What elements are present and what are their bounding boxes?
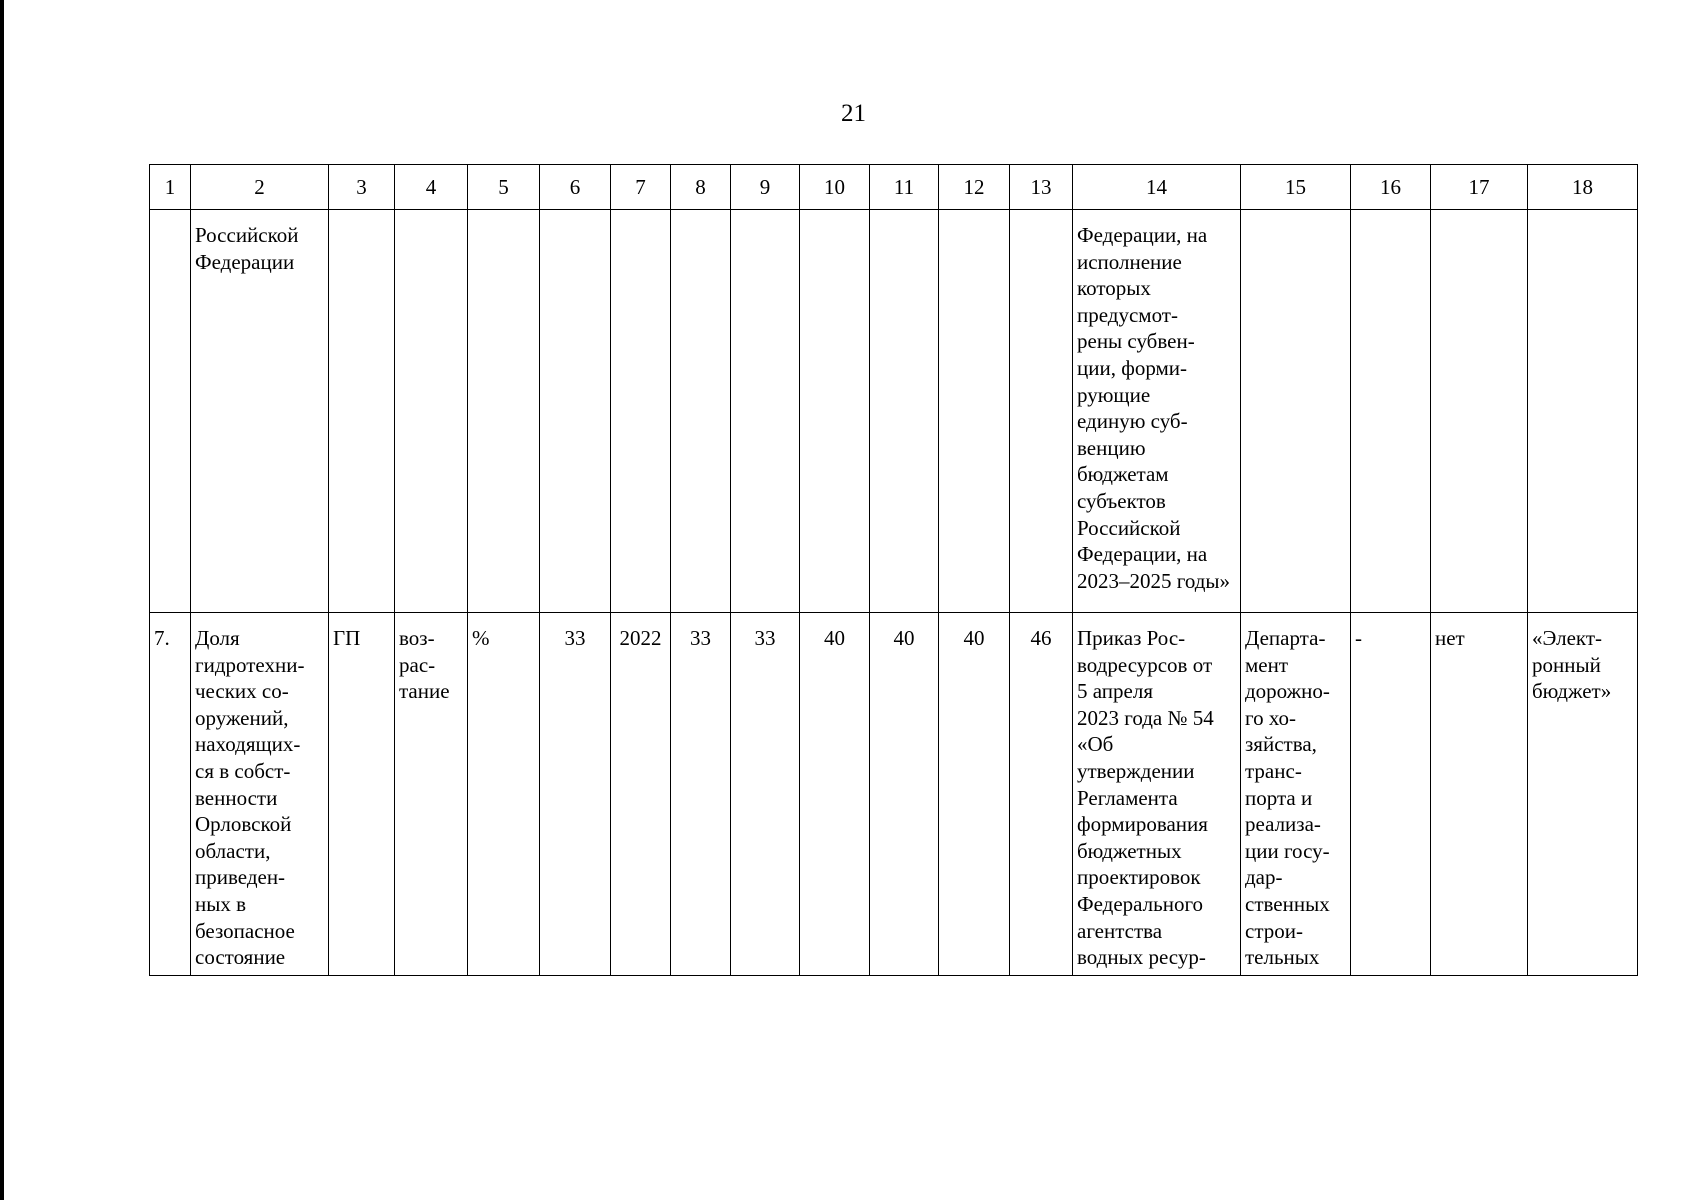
col-header-10: 10 (800, 165, 870, 210)
cell-responsible: Департа- мент дорожно- го хо- зяйства, транс- порта и реализа- ции госу- дар- ственных строи- тельных (1241, 613, 1351, 976)
cell-info-system: «Элект- ронный бюджет» (1528, 613, 1638, 976)
col-header-18: 18 (1528, 165, 1638, 210)
cell-empty (1010, 210, 1073, 613)
cell-empty (468, 210, 540, 613)
cell-value-10: 40 (800, 613, 870, 976)
indicators-table (149, 164, 1638, 976)
col-header-4: 4 (395, 165, 468, 210)
cell-row-number: 7. (150, 613, 191, 976)
cell-empty (150, 210, 191, 613)
cell-empty (939, 210, 1010, 613)
cell-empty (1431, 210, 1528, 613)
col-header-3: 3 (329, 165, 395, 210)
cell-col-17: нет (1431, 613, 1528, 976)
cell-empty (395, 210, 468, 613)
cell-empty (1528, 210, 1638, 613)
col-header-13: 13 (1010, 165, 1073, 210)
cell-col-16: - (1351, 613, 1431, 976)
cell-document-basis: Приказ Рос- водресурсов от 5 апреля 2023 года № 54 «Об утверждении Регламента формирования бюджетных проектировок Федерального агентства водных ресур- (1073, 613, 1241, 976)
cell-empty (671, 210, 731, 613)
cell-indicator-level: ГП (329, 613, 395, 976)
col-header-7: 7 (611, 165, 671, 210)
cell-empty (1351, 210, 1431, 613)
cell-empty (870, 210, 939, 613)
col-header-11: 11 (870, 165, 939, 210)
cell-value-9: 33 (731, 613, 800, 976)
col-header-12: 12 (939, 165, 1010, 210)
table-row-continued (150, 210, 1638, 613)
col-header-17: 17 (1431, 165, 1528, 210)
col-header-14: 14 (1073, 165, 1241, 210)
column-number-row (150, 165, 1638, 210)
table-row-7 (150, 613, 1638, 976)
cell-value-8: 33 (671, 613, 731, 976)
cell-unit: % (468, 613, 540, 976)
col-header-1: 1 (150, 165, 191, 210)
cell-value-12: 40 (939, 613, 1010, 976)
scan-left-edge (0, 0, 4, 1200)
cell-empty (731, 210, 800, 613)
cell-empty (329, 210, 395, 613)
cell-empty (540, 210, 611, 613)
cell-document-basis: Федерации, на исполнение которых предусмот- рены субвен- ции, форми- рующие единую суб- венцию бюджетам субъектов Российской Федерации, на 2023–2025 годы» (1073, 210, 1241, 613)
col-header-2: 2 (191, 165, 329, 210)
col-header-9: 9 (731, 165, 800, 210)
cell-empty (800, 210, 870, 613)
cell-indicator-name: Российской Федерации (191, 210, 329, 613)
col-header-15: 15 (1241, 165, 1351, 210)
col-header-16: 16 (1351, 165, 1431, 210)
col-header-8: 8 (671, 165, 731, 210)
cell-trend: воз- рас- тание (395, 613, 468, 976)
col-header-5: 5 (468, 165, 540, 210)
cell-empty (1241, 210, 1351, 613)
cell-empty (611, 210, 671, 613)
page-number: 21 (841, 100, 866, 127)
cell-indicator-name: Доля гидротехни- ческих со- оружений, находящих- ся в собст- венности Орловской области, приведен- ных в безопасное состояние (191, 613, 329, 976)
cell-base-year: 2022 (611, 613, 671, 976)
cell-value-13: 46 (1010, 613, 1073, 976)
cell-value-11: 40 (870, 613, 939, 976)
col-header-6: 6 (540, 165, 611, 210)
cell-base-value: 33 (540, 613, 611, 976)
